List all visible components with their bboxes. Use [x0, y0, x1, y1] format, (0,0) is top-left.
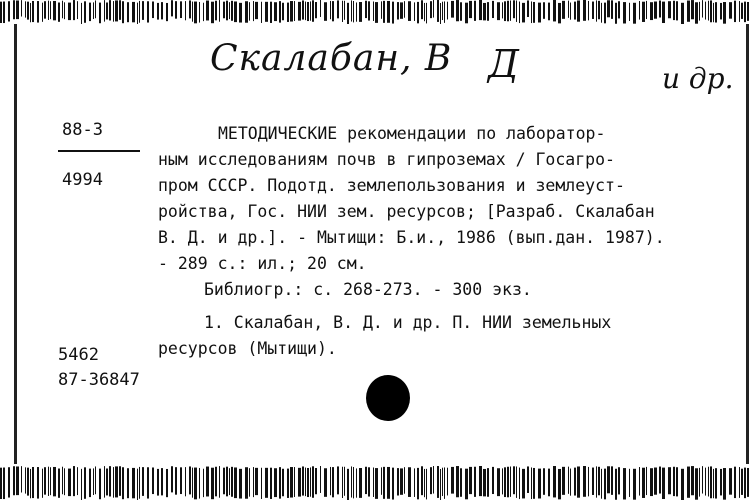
- inventory-number-bottom: 87-36847: [58, 370, 140, 390]
- bottom-edge-pattern: [0, 466, 750, 500]
- shelf-mark-top: 88-3: [62, 120, 103, 140]
- description-line: В. Д. и др.]. - Мытищи: Б.и., 1986 (вып.дан. 1987).: [158, 228, 665, 247]
- bibliography-line: Библиогр.: с. 268-273. - 300 экз.: [204, 280, 532, 299]
- punch-hole: [366, 375, 410, 421]
- tracing-line: 1. Скалабан, В. Д. и др. П. НИИ земельных: [204, 313, 612, 332]
- shelf-mark-divider: [58, 150, 140, 152]
- inventory-number-top: 5462: [58, 345, 99, 365]
- left-border: [14, 24, 17, 464]
- handwritten-initial: Д: [488, 42, 519, 86]
- right-border: [746, 24, 749, 464]
- tracing-line: ресурсов (Мытищи).: [158, 339, 337, 358]
- description-line: ройства, Гос. НИИ зем. ресурсов; [Разраб. Скалабан: [158, 202, 655, 221]
- description-line: пром СССР. Подотд. землепользования и землеуст-: [158, 176, 625, 195]
- handwritten-et-al: и др.: [662, 62, 734, 95]
- handwritten-author: Скалабан, В: [210, 38, 453, 79]
- description-line: ным исследованиям почв в гипроземах / Госагро-: [158, 150, 615, 169]
- description-line: - 289 с.: ил.; 20 см.: [158, 254, 367, 273]
- shelf-mark-bottom: 4994: [62, 170, 103, 190]
- description-line: МЕТОДИЧЕСКИЕ рекомендации по лаборатор-: [218, 124, 606, 143]
- top-edge-pattern: [0, 0, 750, 24]
